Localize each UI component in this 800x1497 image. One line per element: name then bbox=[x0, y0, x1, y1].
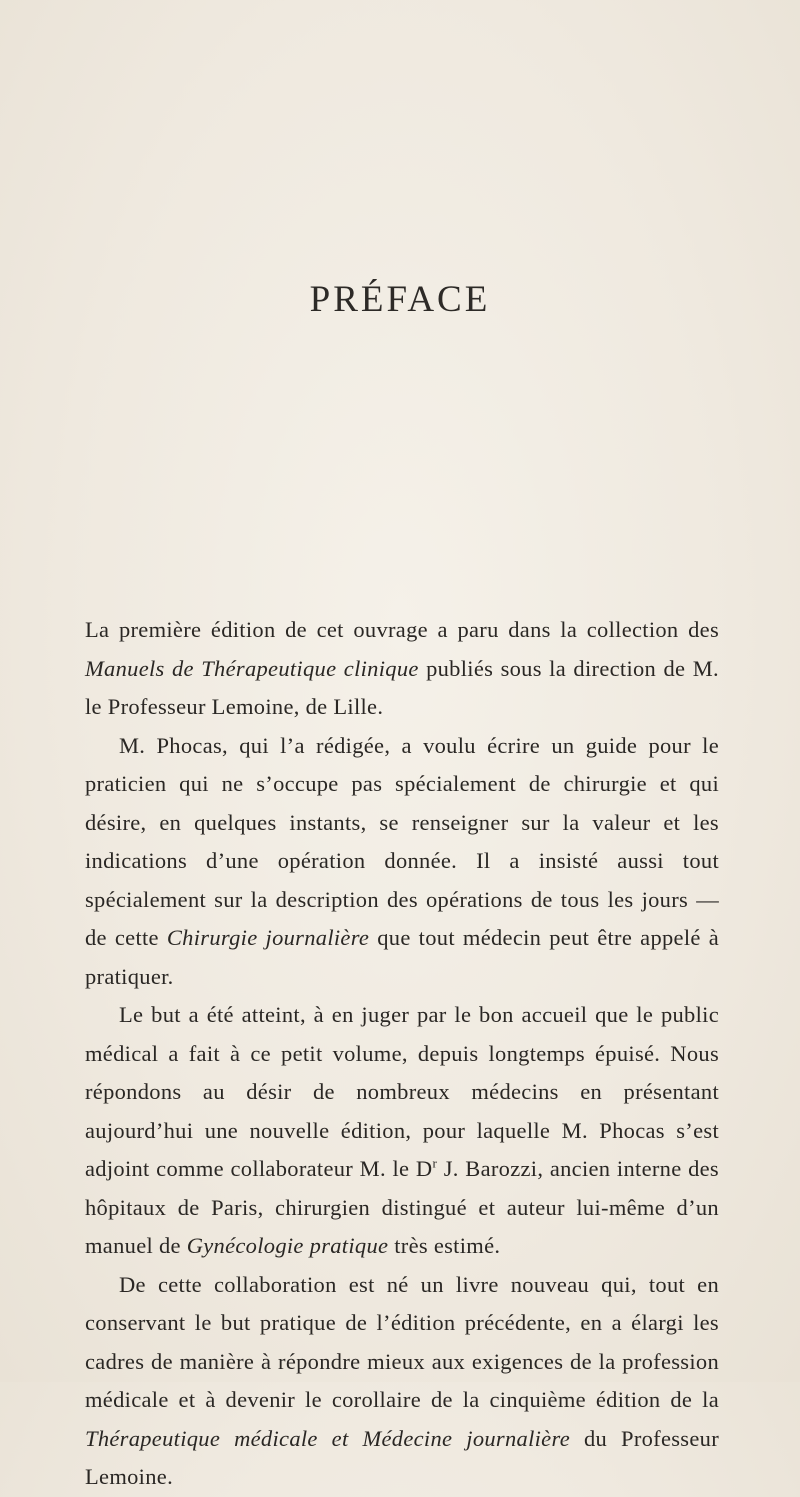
paragraph-1 bbox=[85, 611, 719, 727]
preface-body bbox=[85, 611, 719, 1497]
paragraph-2-italic: Chirurgie journalière bbox=[166, 925, 370, 950]
paragraph-4-italic: Thérapeutique médicale et Médecine journalière bbox=[85, 1425, 570, 1451]
paragraph-2-text-b: que tout médecin peut être appelé à pratiquer. bbox=[85, 925, 719, 989]
paragraph-3-text-c: très estimé. bbox=[388, 1233, 501, 1258]
page-title: PRÉFACE bbox=[309, 279, 491, 320]
paragraph-1-italic: Manuels de Thérapeutique clinique bbox=[85, 655, 419, 681]
paragraph-3 bbox=[85, 996, 719, 1266]
paragraph-3-text-b: J. Barozzi, ancien interne des hôpitaux de Paris, chirurgien distingué et auteur lui-même d’un manuel de bbox=[85, 1156, 719, 1258]
paragraph-3-superscript: r bbox=[432, 1155, 438, 1171]
paragraph-1-text-a: La première édition de cet ouvrage a paru dans la collection des bbox=[85, 617, 719, 642]
paragraph-4-text-b: du Professeur Lemoine. bbox=[85, 1425, 719, 1489]
paragraph-4-text-a: De cette collaboration est né un livre nouveau qui, tout en conservant le but pratique de l’édition précédente, en a élargi les cadres de manière à répondre mieux aux exigences de la profession médicale et à devenir le corollaire de la cinquième édition de la bbox=[85, 1271, 719, 1412]
paragraph-3-text-a: Le but a été atteint, à en juger par le bon accueil que le public médical a fait à ce petit volume, depuis longtemps épuisé. Nous répondons au désir de nombreux médecins en présentant aujourd’hui une nouvelle édition, pour laquelle M. Phocas s’est adjoint comme collaborateur M. le D bbox=[85, 1002, 719, 1181]
paragraph-4 bbox=[85, 1266, 719, 1497]
paragraph-2-text-a: M. Phocas, qui l’a rédigée, a voulu écrire un guide pour le praticien qui ne s’occupe pas spécialement de chirurgie et qui désire, en quelques instants, se renseigner sur la valeur et les indications d’une opération donnée. Il a insisté aussi tout spécialement sur la description des opérations de tous les jours — de cette bbox=[85, 732, 719, 950]
paragraph-1-text-b: publiés sous la direction de M. le Professeur Lemoine, de Lille. bbox=[85, 655, 719, 719]
paragraph-2 bbox=[85, 727, 719, 997]
paragraph-3-italic: Gynécologie pratique bbox=[186, 1233, 389, 1258]
